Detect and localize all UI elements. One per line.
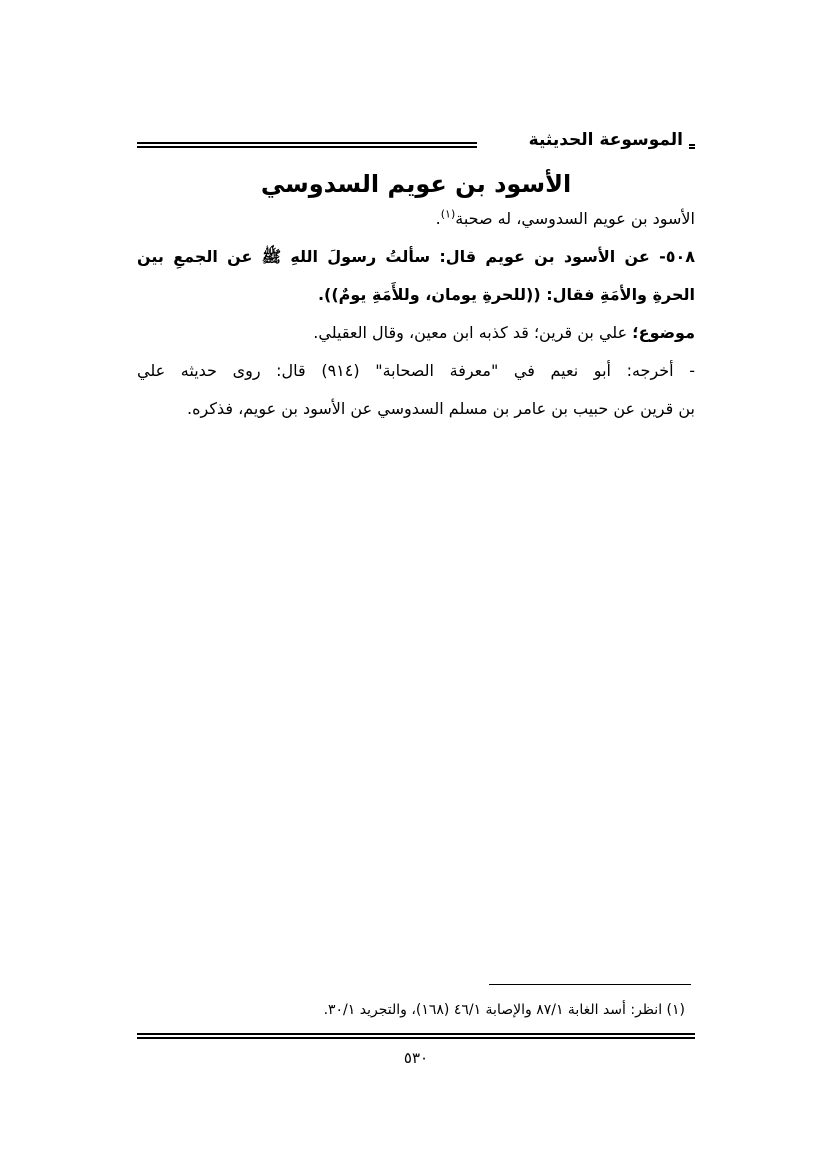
bottom-rule (137, 1033, 695, 1039)
hadith-line-1: ٥٠٨- عن الأسود بن عويم قال: سألتُ رسولَ اللهِ ﷺ عن الجمعِ بين (137, 247, 695, 266)
footnote-reference: (١) (440, 207, 456, 221)
intro-end: . (435, 209, 441, 228)
running-header (137, 128, 695, 158)
intro-text: الأسود بن عويم السدوسي، له صحبة (455, 209, 695, 228)
running-title: الموسوعة الحديثية (528, 130, 683, 150)
grade-label: موضوع؛ (632, 323, 695, 342)
hadith-line-2: الحرةِ والأمَةِ فقال: ((للحرةِ يومان، وللأَمَةِ يومٌ)). (317, 285, 695, 304)
grade-text: علي بن قرين؛ قد كذبه ابن معين، وقال العقيلي. (313, 323, 633, 342)
footnote-separator (489, 984, 691, 985)
intro-line (436, 200, 695, 238)
body-text (137, 200, 695, 440)
grade-line (313, 314, 695, 352)
page-number: ٥٣٠ (403, 1049, 429, 1067)
chapter-title: الأسود بن عويم السدوسي (260, 170, 572, 198)
header-rule-right (689, 144, 695, 149)
takhrij-line-1: - أخرجه: أبو نعيم في "معرفة الصحابة" (٩١٤) قال: روى حديثه علي (137, 361, 695, 380)
footnote: (١) انظر: أسد الغابة ٨٧/١ والإصابة ٤٦/١ (١٦٨)، والتجريد ٣٠/١. (323, 1002, 685, 1018)
header-rule-left (137, 142, 477, 148)
takhrij-line-2: بن قرين عن حبيب بن عامر بن مسلم السدوسي عن الأسود بن عويم، فذكره. (187, 399, 695, 418)
